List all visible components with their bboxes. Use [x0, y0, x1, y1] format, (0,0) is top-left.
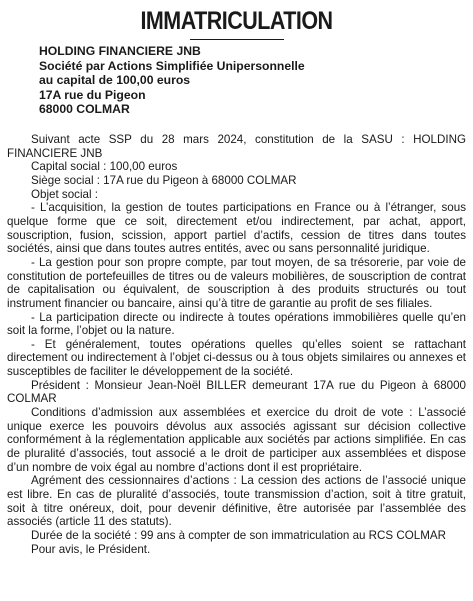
company-name: HOLDING FINANCIERE JNB	[39, 44, 201, 58]
paragraph-purpose-heading: Objet social :	[31, 187, 99, 201]
company-city: 68000 COLMAR	[39, 102, 130, 117]
paragraph-purpose-general: - Et généralement, toutes opérations quelles qu’elles soient se rattachant directement ou indirectement à l’objet ci-dessus ou à tous objets similaires ou annexes et susceptibles de faciliter le développement de la société.	[7, 337, 466, 379]
paragraph-duration: Durée de la société : 99 ans à compter de son immatriculation au RCS COLMAR	[31, 529, 446, 542]
company-street: 17A rue du Pigeon	[39, 87, 146, 102]
paragraph-purpose-real-estate: - La participation directe ou indirecte à toutes opérations immobilières quelle qu’en soit la forme, l’objet ou la nature.	[7, 310, 466, 338]
paragraph-purpose-acquisition: - L’acquisition, la gestion de toutes participations en France ou à l’étranger, sous quelque forme que ce soit, directement et/ou indirectement, par achat, apport, souscription, fusion, scission, apport partiel d’actifs, cession de titres dans toutes sociétés, ainsi que dans toutes autres entités, avec ou sans personnalité juridique.	[7, 201, 466, 256]
company-legal-form: Société par Actions Simplifiée Unipersonnelle	[39, 58, 305, 73]
paragraph-constitution: Suivant acte SSP du 28 mars 2024, constitution de la SASU : HOLDING FINANCIERE JNB	[7, 132, 466, 160]
paragraph-president: Président : Monsieur Jean-Noël BILLER demeurant 17A rue du Pigeon à 68000 COLMAR	[7, 378, 466, 406]
paragraph-share-transfer: Agrément des cessionnaires d’actions : La cession des actions de l’associé unique est libre. En cas de pluralité d’associés, toute transmission d’action, soit à titre gratuit, soit à titre onéreux, doit, pour devenir définitive, être autorisée par l’assemblée des associés (article 11 des statuts).	[7, 474, 466, 529]
paragraph-capital: Capital social : 100,00 euros	[31, 160, 178, 174]
paragraph-closing: Pour avis, le Président.	[31, 542, 151, 556]
company-block	[39, 44, 466, 117]
paragraph-voting-conditions: Conditions d’admission aux assemblées et exercice du droit de vote : L’associé unique exerce les pouvoirs dévolus aux associés agissant sur décision collective conformément à la réglementation applicable aux sociétés par actions simplifiée. En cas de pluralité d’associés, tout associé a le droit de participer aux assemblées et dispose d’un nombre de voix égal au nombre d’actions dont il est propriétaire.	[7, 406, 466, 474]
paragraph-purpose-treasury: - La gestion pour son propre compte, par tout moyen, de sa trésorerie, par voie de constitution de portefeuilles de titres ou de valeurs mobilières, de souscription de contrat de capitalisation ou équivalent, de souscription à des produits structurés ou tout instrument financier ou bancaire, ainsi qu’à titre de garantie au profit de ses filiales.	[7, 255, 466, 310]
notice-title: IMMATRICULATION	[140, 7, 333, 35]
paragraph-registered-office: Siège social : 17A rue du Pigeon à 68000 COLMAR	[31, 173, 297, 187]
notice-body	[7, 133, 466, 556]
company-capital: au capital de 100,00 euros	[39, 73, 191, 88]
title-underline	[190, 39, 284, 40]
